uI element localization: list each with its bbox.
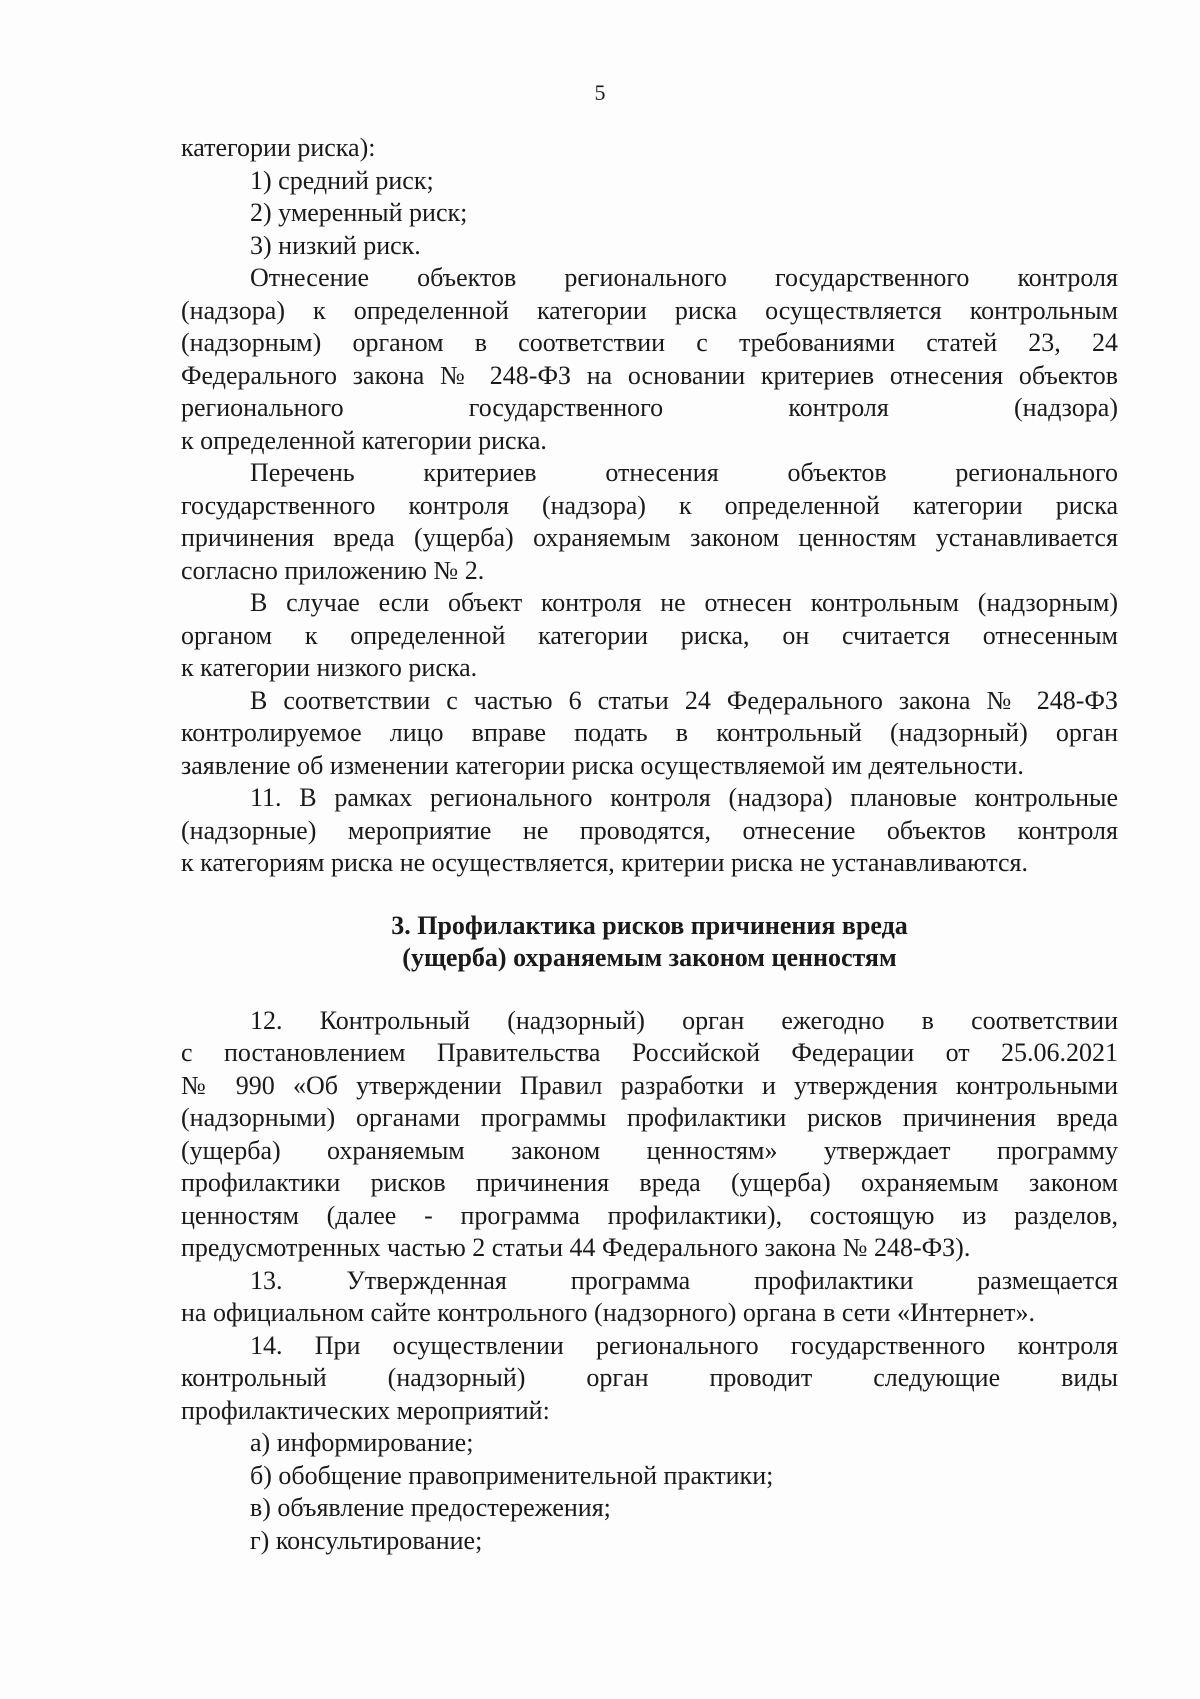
text-line: регионального государственного контроля (надзора) <box>181 393 1118 422</box>
text-line: контрольный (надзорный) орган проводит следующие виды <box>181 1363 1118 1392</box>
text-line: № 990 «Об утверждении Правил разработки и утверждения контрольными <box>181 1070 1118 1100</box>
text-line: причинения вреда (ущерба) охраняемым законом ценностям устанавливается <box>181 523 1118 552</box>
text-line: (надзорными) органами программы профилактики рисков причинения вреда <box>181 1103 1118 1132</box>
list-item: г) консультирование; <box>250 1525 483 1555</box>
text-line: 13. Утвержденная программа профилактики размещается <box>250 1265 1118 1295</box>
text-line: к категориям риска не осуществляется, критерии риска не устанавливаются. <box>181 848 1028 877</box>
list-item: а) информирование; <box>250 1428 474 1457</box>
text-line: профилактических мероприятий: <box>181 1395 550 1425</box>
text-line: (надзорным) органом в соответствии с требованиями статей 23, 24 <box>181 328 1118 357</box>
spacer <box>181 975 1118 1005</box>
spacer <box>181 880 1118 910</box>
text-line: (надзорные) мероприятие не проводятся, отнесение объектов контроля <box>181 815 1118 845</box>
text-line: предусмотренных частью 2 статьи 44 Федерального закона № 248-ФЗ). <box>181 1233 971 1262</box>
text-line: В соответствии с частью 6 статьи 24 Федерального закона № 248-ФЗ <box>250 685 1118 715</box>
text-line: Перечень критериев отнесения объектов регионального <box>250 458 1118 487</box>
text-line: с постановлением Правительства Российской Федерации от 25.06.2021 <box>181 1038 1118 1067</box>
text-line: на официальном сайте контрольного (надзорного) органа в сети «Интернет». <box>181 1298 1035 1327</box>
text-line: к категории низкого риска. <box>181 653 478 682</box>
text-line: к определенной категории риска. <box>181 425 547 455</box>
document-body <box>181 132 1118 1557</box>
section-heading-line-2: (ущерба) охраняемым законом ценностям <box>402 943 897 972</box>
text-line: Отнесение объектов регионального государственного контроля <box>250 263 1118 292</box>
text-line: Федерального закона № 248-ФЗ на основании критериев отнесения объектов <box>181 360 1118 390</box>
list-item: 1) средний риск; <box>250 165 434 195</box>
text-line: 11. В рамках регионального контроля (надзора) плановые контрольные <box>250 783 1118 812</box>
list-item: 2) умеренный риск; <box>250 198 468 227</box>
list-item: 3) низкий риск. <box>250 230 421 260</box>
list-item: в) объявление предостережения; <box>250 1493 611 1522</box>
text-line: заявление об изменении категории риска осуществляемой им деятельности. <box>181 750 1024 780</box>
section-heading-line-1: 3. Профилактика рисков причинения вреда <box>391 910 908 940</box>
text-line: профилактики рисков причинения вреда (ущерба) охраняемым законом <box>181 1168 1118 1197</box>
text-line: категории риска): <box>181 133 376 162</box>
text-line: ценностям (далее - программа профилактики), состоящую из разделов, <box>181 1200 1118 1230</box>
list-item: б) обобщение правоприменительной практики; <box>250 1460 774 1490</box>
text-line: согласно приложению № 2. <box>181 555 485 585</box>
text-line: органом к определенной категории риска, он считается отнесенным <box>181 620 1118 650</box>
text-line: (ущерба) охраняемым законом ценностям» утверждает программу <box>181 1135 1118 1165</box>
text-line: 12. Контрольный (надзорный) орган ежегодно в соответствии <box>250 1005 1118 1035</box>
text-line: контролируемое лицо вправе подать в контрольный (надзорный) орган <box>181 718 1118 747</box>
text-line: В случае если объект контроля не отнесен контрольным (надзорным) <box>250 588 1118 617</box>
page-number: 5 <box>594 80 606 105</box>
text-line: 14. При осуществлении регионального государственного контроля <box>250 1330 1118 1360</box>
text-line: государственного контроля (надзора) к определенной категории риска <box>181 490 1118 520</box>
text-line: (надзора) к определенной категории риска осуществляется контрольным <box>181 295 1118 325</box>
